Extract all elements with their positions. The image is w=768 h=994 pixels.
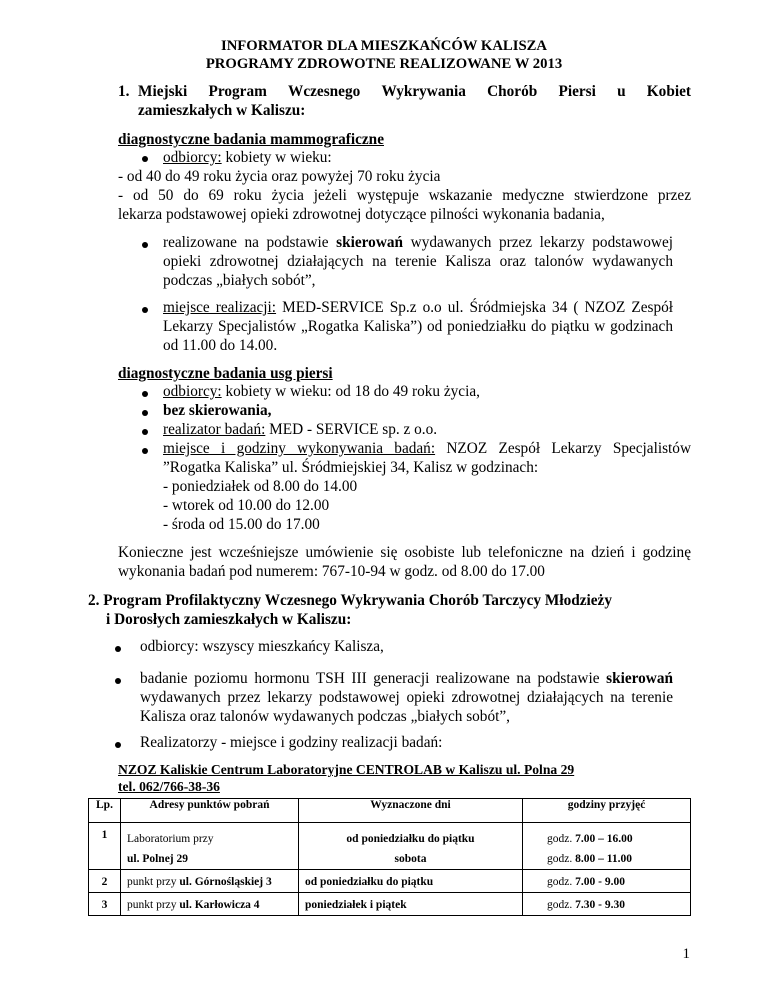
section1-title-line2: zamieszkałych w Kaliszu:	[138, 102, 306, 119]
usg-hours-tue: - wtorek od 10.00 do 12.00	[163, 497, 330, 514]
mammo-skierowania-line3: podczas „białych sobót”,	[163, 272, 316, 289]
mammo-miejsce-line2: Lekarzy Specjalistów „Rogatka Kaliska”) od poniedziałku do piątku w godzinach	[163, 318, 673, 335]
title-word: u	[617, 83, 626, 100]
title-word: Wykrywania	[381, 83, 466, 100]
table-row	[89, 870, 691, 893]
row-address: punkt przy ul. Górnośląskiej 3	[121, 870, 299, 893]
mammo-skierowania-line1: realizowane na podstawie skierowań wydawanych przez lekarzy podstawowej	[163, 234, 674, 251]
section2-bullet-tsh-line3: Kalisza oraz talonów wydawanych podczas „białych sobót”,	[140, 708, 510, 725]
bullet-icon	[115, 678, 121, 684]
mammo-age1: - od 40 do 49 roku życia oraz powyżej 70 roku życia	[118, 168, 441, 185]
row-lp: 3	[89, 893, 121, 916]
bullet-icon	[142, 448, 148, 454]
row-hours: godz. 7.00 – 16.00 godz. 8.00 – 11.00	[523, 823, 691, 870]
title-word: Program	[208, 83, 267, 100]
title-word: Wczesnego	[288, 83, 361, 100]
usg-realizator: realizator badań: MED - SERVICE sp. z o.o.	[163, 421, 438, 438]
section1-title	[138, 83, 691, 101]
note-line1: Konieczne jest wcześniejsze umówienie się osobiste lub telefoniczne na dzień i godzinę	[118, 544, 691, 561]
title-word: Kobiet	[646, 83, 691, 100]
title-word: Piersi	[558, 83, 596, 100]
mammo-age2-line1: - od 50 do 69 roku życia jeżeli występuje wskazanie medyczne stwierdzone przez	[118, 187, 691, 204]
doc-subtitle: PROGRAMY ZDROWOTNE REALIZOWANE W 2013	[205, 56, 563, 72]
row-days: poniedziałek i piątek	[299, 893, 523, 916]
table-row	[89, 893, 691, 916]
col-header-hours: godziny przyjęć	[523, 799, 691, 823]
title-word: Miejski	[138, 83, 188, 100]
usg-heading: diagnostyczne badania usg piersi	[118, 365, 333, 382]
table-row	[89, 823, 691, 870]
row-address: punkt przy ul. Karłowicza 4	[121, 893, 299, 916]
row-address: Laboratorium przy ul. Polnej 29	[121, 823, 299, 870]
lab-name: NZOZ Kaliskie Centrum Laboratoryjne CENTROLAB w Kaliszu ul. Polna 29	[118, 762, 575, 777]
mammo-odbiorcy: odbiorcy: kobiety w wieku:	[163, 149, 332, 166]
mammo-miejsce-line3: od 11.00 do 14.00.	[163, 337, 278, 354]
row-days: od poniedziałku do piątku	[299, 870, 523, 893]
section2-bullet-tsh-line2: wydawanych przez lekarzy podstawowej opieki zdrowotnej działających na terenie	[140, 689, 673, 706]
usg-odbiorcy: odbiorcy: kobiety w wieku: od 18 do 49 roku życia,	[163, 383, 480, 400]
bullet-icon	[115, 742, 121, 748]
mammo-miejsce-line1: miejsce realizacji: MED-SERVICE Sp.z o.o ul. Śródmiejska 34 ( NZOZ Zespół	[163, 299, 673, 316]
mammo-skierowania-line2: opieki zdrowotnej działających na terenie Kalisza oraz talonów wydawanych	[163, 253, 673, 270]
section2-title-line2: i Dorosłych zamieszkałych w Kaliszu:	[106, 611, 352, 628]
bullet-icon	[142, 429, 148, 435]
table-header-row	[89, 799, 691, 823]
col-header-addresses: Adresy punktów pobrań	[121, 799, 299, 823]
usg-hours-wed: - środa od 15.00 do 17.00	[163, 516, 320, 533]
row-hours: godz. 7.30 - 9.30	[523, 893, 691, 916]
usg-miejsce-line2: ”Rogatka Kaliska” ul. Śródmiejskiej 34, Kalisz w godzinach:	[163, 459, 539, 476]
row-hours: godz. 7.00 - 9.00	[523, 870, 691, 893]
col-header-days: Wyznaczone dni	[299, 799, 523, 823]
bullet-icon	[142, 410, 148, 416]
bullet-icon	[142, 242, 148, 248]
section2-bullet-tsh-line1: badanie poziomu hormonu TSH III generacji realizowane na podstawie skierowań	[140, 670, 673, 687]
usg-hours-mon: - poniedziałek od 8.00 do 14.00	[163, 478, 358, 495]
bullet-icon	[142, 391, 148, 397]
note-line2: wykonania badań pod numerem: 767-10-94 w godz. od 8.00 do 17.00	[118, 563, 545, 580]
col-header-lp: Lp.	[89, 799, 121, 823]
row-lp: 2	[89, 870, 121, 893]
page-number: 1	[682, 946, 690, 962]
section2-bullet-odbiorcy: odbiorcy: wszyscy mieszkańcy Kalisza,	[140, 638, 384, 655]
bullet-icon	[142, 307, 148, 313]
title-word: Chorób	[487, 83, 538, 100]
usg-bez-skierowania: bez skierowania,	[163, 402, 272, 419]
mammo-age2-line2: lekarza podstawowej opieki zdrowotnej dotyczące pilności wykonania badania,	[118, 206, 605, 223]
row-days: od poniedziałku do piątku sobota	[299, 823, 523, 870]
section2-title-line1: 2. Program Profilaktyczny Wczesnego Wykrywania Chorób Tarczycy Młodzieży	[88, 592, 612, 609]
doc-title: INFORMATOR DLA MIESZKAŃCÓW KALISZA	[220, 38, 548, 54]
usg-miejsce-line1: miejsce i godziny wykonywania badań: NZOZ Zespół Lekarzy Specjalistów	[163, 440, 691, 457]
row-lp: 1	[89, 823, 121, 870]
bullet-icon	[115, 646, 121, 652]
collection-points-table	[88, 798, 691, 916]
section1-number: 1.	[118, 83, 130, 100]
mammo-heading: diagnostyczne badania mammograficzne	[118, 131, 384, 148]
section2-bullet-realizatorzy: Realizatorzy - miejsce i godziny realizacji badań:	[140, 734, 443, 751]
lab-phone: tel. 062/766-38-36	[118, 779, 220, 794]
bullet-icon	[142, 156, 148, 162]
